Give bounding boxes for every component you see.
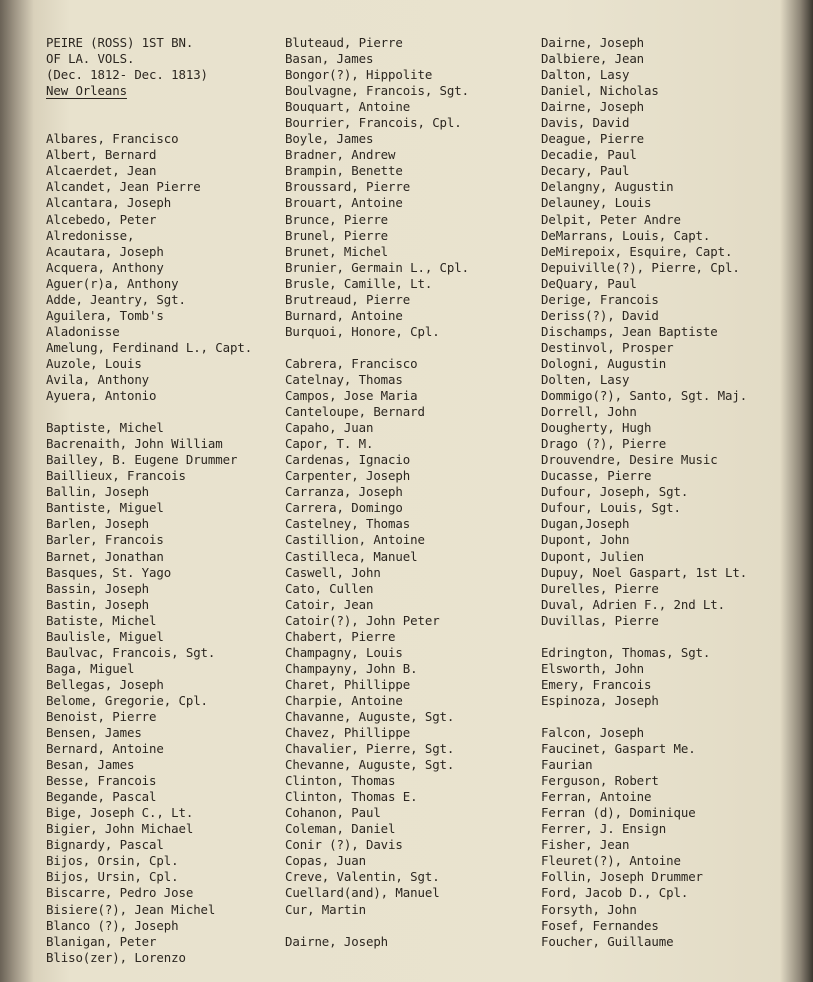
roster-entry: Decadie, Paul	[541, 147, 637, 163]
roster-entry: Campos, Jose Maria	[285, 388, 418, 404]
roster-entry: Emery, Francois	[541, 676, 652, 692]
roster-entry: Carrera, Domingo	[285, 500, 403, 516]
roster-entry: Cohanon, Paul	[285, 805, 381, 821]
roster-entry: Baga, Miguel	[46, 660, 135, 676]
roster-entry: Benoist, Pierre	[46, 708, 157, 724]
roster-entry: Dougherty, Hugh	[541, 420, 652, 436]
roster-entry: Bailley, B. Eugene Drummer	[46, 452, 238, 468]
roster-entry: Cuellard(and), Manuel	[285, 885, 440, 901]
roster-entry: Cabrera, Francisco	[285, 355, 418, 371]
blank-line	[46, 404, 252, 420]
roster-entry: Bacrenaith, John William	[46, 436, 223, 452]
roster-entry: Barlen, Joseph	[46, 516, 150, 532]
roster-entry: Bige, Joseph C., Lt.	[46, 805, 194, 821]
roster-entry: Delangny, Augustin	[541, 179, 674, 195]
roster-entry: Copas, Juan	[285, 853, 366, 869]
roster-entry: Dalton, Lasy	[541, 67, 630, 83]
roster-entry: Faurian	[541, 757, 593, 773]
roster-entry: Depuiville(?), Pierre, Cpl.	[541, 259, 740, 275]
roster-entry: Dommigo(?), Santo, Sgt. Maj.	[541, 388, 748, 404]
roster-entry: Dugan,Joseph	[541, 516, 630, 532]
roster-entry: Bijos, Ursin, Cpl.	[46, 869, 179, 885]
roster-entry: Dairne, Joseph	[541, 99, 645, 115]
roster-entry: Edrington, Thomas, Sgt.	[541, 644, 711, 660]
roster-entry: Dischamps, Jean Baptiste	[541, 323, 718, 339]
roster-entry: Brouart, Antoine	[285, 195, 403, 211]
header-line: (Dec. 1812- Dec. 1813)	[46, 67, 208, 83]
roster-entry: Durelles, Pierre	[541, 580, 659, 596]
roster-entry: Fleuret(?), Antoine	[541, 853, 681, 869]
roster-entry: DeMarrans, Louis, Capt.	[541, 227, 711, 243]
roster-entry: Batiste, Michel	[46, 612, 157, 628]
roster-entry: Carpenter, Joseph	[285, 468, 411, 484]
roster-entry: Derige, Francois	[541, 291, 659, 307]
roster-entry: Capor, T. M.	[285, 436, 374, 452]
roster-entry: Follin, Joseph Drummer	[541, 869, 703, 885]
roster-entry: Catoir(?), John Peter	[285, 612, 440, 628]
roster-entry: Capaho, Juan	[285, 420, 374, 436]
roster-entry: Chevanne, Auguste, Sgt.	[285, 757, 455, 773]
roster-entry: Boyle, James	[285, 131, 374, 147]
roster-entry: Aladonisse	[46, 323, 120, 339]
roster-entry: Barler, Francois	[46, 532, 164, 548]
roster-entry: Acquera, Anthony	[46, 259, 164, 275]
roster-entry: Catelnay, Thomas	[285, 371, 403, 387]
roster-entry: Baulisle, Miguel	[46, 628, 164, 644]
roster-entry: Ducasse, Pierre	[541, 468, 652, 484]
roster-entry: Ballin, Joseph	[46, 484, 150, 500]
header-line: OF LA. VOLS.	[46, 51, 135, 67]
roster-entry: Conir (?), Davis	[285, 837, 403, 853]
roster-entry: Ferguson, Robert	[541, 773, 659, 789]
roster-entry: Blanco (?), Joseph	[46, 917, 179, 933]
roster-entry: Besse, Francois	[46, 773, 157, 789]
roster-entry: Auzole, Louis	[46, 355, 142, 371]
roster-entry: Baptiste, Michel	[46, 420, 164, 436]
roster-entry: Brutreaud, Pierre	[285, 291, 411, 307]
name-column-2	[285, 35, 469, 950]
roster-entry: Fisher, Jean	[541, 837, 630, 853]
roster-entry: Baulvac, Francois, Sgt.	[46, 644, 216, 660]
blank-line	[541, 709, 747, 725]
roster-entry: Bluteaud, Pierre	[285, 35, 403, 50]
roster-entry: Alcaerdet, Jean	[46, 163, 157, 179]
roster-entry: Brunce, Pierre	[285, 211, 389, 227]
roster-entry: Faucinet, Gaspart Me.	[541, 741, 696, 757]
roster-entry: Destinvol, Prosper	[541, 339, 674, 355]
roster-entry: Duvillas, Pierre	[541, 612, 659, 628]
roster-entry: Aguer(r)a, Anthony	[46, 275, 179, 291]
roster-entry: Caswell, John	[285, 564, 381, 580]
roster-entry: Bouquart, Antoine	[285, 99, 411, 115]
roster-entry: Dufour, Joseph, Sgt.	[541, 484, 689, 500]
roster-entry: Dufour, Louis, Sgt.	[541, 500, 681, 516]
roster-entry: DeQuary, Paul	[541, 275, 637, 291]
roster-entry: Bensen, James	[46, 725, 142, 741]
roster-entry: Barnet, Jonathan	[46, 548, 164, 564]
roster-entry: Bellegas, Joseph	[46, 676, 164, 692]
roster-entry: Dairne, Joseph	[285, 933, 389, 949]
roster-entry: Basques, St. Yago	[46, 564, 172, 580]
roster-entry: Elsworth, John	[541, 660, 645, 676]
roster-entry: Brunier, Germain L., Cpl.	[285, 259, 469, 275]
roster-entry: Ferrer, J. Ensign	[541, 821, 667, 837]
roster-entry: Bijos, Orsin, Cpl.	[46, 853, 179, 869]
roster-entry: Castillion, Antoine	[285, 532, 425, 548]
roster-entry: Begande, Pascal	[46, 789, 157, 805]
roster-entry: Cur, Martin	[285, 901, 366, 917]
roster-entry: Bastin, Joseph	[46, 596, 150, 612]
roster-entry: Catoir, Jean	[285, 596, 374, 612]
header-line: PEIRE (ROSS) 1ST BN.	[46, 35, 194, 50]
roster-entry: Albares, Francisco	[46, 131, 179, 147]
roster-entry: Daniel, Nicholas	[541, 83, 659, 99]
roster-entry: Delauney, Louis	[541, 195, 652, 211]
roster-entry: Acautara, Joseph	[46, 243, 164, 259]
roster-entry: Dairne, Joseph	[541, 35, 645, 50]
roster-entry: Dalbiere, Jean	[541, 51, 645, 67]
roster-entry: Clinton, Thomas E.	[285, 789, 418, 805]
roster-entry: Charet, Phillippe	[285, 676, 411, 692]
roster-entry: Chabert, Pierre	[285, 628, 396, 644]
roster-entry: Alcantara, Joseph	[46, 195, 172, 211]
roster-entry: Davis, David	[541, 115, 630, 131]
roster-entry: Boulvagne, Francois, Sgt.	[285, 83, 469, 99]
roster-entry: Dorrell, John	[541, 404, 637, 420]
roster-entry: Dupuy, Noel Gaspart, 1st Lt.	[541, 564, 748, 580]
roster-entry: Alredonisse,	[46, 227, 135, 243]
roster-entry: Drago (?), Pierre	[541, 436, 667, 452]
roster-entry: Bourrier, Francois, Cpl.	[285, 115, 462, 131]
roster-entry: Drouvendre, Desire Music	[541, 452, 718, 468]
roster-entry: Chavalier, Pierre, Sgt.	[285, 741, 455, 757]
roster-entry: Bliso(zer), Lorenzo	[46, 949, 186, 965]
roster-entry: Deague, Pierre	[541, 131, 645, 147]
roster-entry: Biscarre, Pedro Jose	[46, 885, 194, 901]
roster-entry: Amelung, Ferdinand L., Capt.	[46, 339, 253, 355]
roster-entry: Ferran (d), Dominique	[541, 805, 696, 821]
roster-entry: Canteloupe, Bernard	[285, 404, 425, 420]
roster-entry: Blanigan, Peter	[46, 933, 157, 949]
roster-entry: Dologni, Augustin	[541, 355, 667, 371]
roster-entry: Bassin, Joseph	[46, 580, 150, 596]
roster-entry: Charpie, Antoine	[285, 692, 403, 708]
blank-line	[285, 340, 469, 356]
roster-entry: Ayuera, Antonio	[46, 388, 157, 404]
blank-line	[46, 115, 252, 131]
roster-entry: Foucher, Guillaume	[541, 933, 674, 949]
roster-entry: Champayny, John B.	[285, 660, 418, 676]
roster-entry: Bradner, Andrew	[285, 147, 396, 163]
roster-entry: Cato, Cullen	[285, 580, 374, 596]
roster-entry: Fosef, Fernandes	[541, 917, 659, 933]
roster-entry: Cardenas, Ignacio	[285, 452, 411, 468]
roster-entry: Brampin, Benette	[285, 163, 403, 179]
roster-entry: Castelney, Thomas	[285, 516, 411, 532]
roster-entry: Ford, Jacob D., Cpl.	[541, 885, 689, 901]
name-column-1	[46, 35, 252, 966]
roster-entry: Delpit, Peter Andre	[541, 211, 681, 227]
roster-entry: Aguilera, Tomb's	[46, 307, 164, 323]
roster-entry: Alcebedo, Peter	[46, 211, 157, 227]
roster-entry: Brunel, Pierre	[285, 227, 389, 243]
roster-entry: Carranza, Joseph	[285, 484, 403, 500]
roster-entry: Brusle, Camille, Lt.	[285, 275, 433, 291]
roster-entry: Bisiere(?), Jean Michel	[46, 901, 216, 917]
roster-entry: DeMirepoix, Esquire, Capt.	[541, 243, 733, 259]
roster-entry: Duval, Adrien F., 2nd Lt.	[541, 596, 725, 612]
roster-entry: Burquoi, Honore, Cpl.	[285, 323, 440, 339]
roster-entry: Dupont, Julien	[541, 548, 645, 564]
roster-entry: Clinton, Thomas	[285, 773, 396, 789]
header-location: New Orleans	[46, 83, 127, 99]
roster-entry: Decary, Paul	[541, 163, 630, 179]
roster-entry: Albert, Bernard	[46, 147, 157, 163]
roster-entry: Alcandet, Jean Pierre	[46, 179, 201, 195]
roster-entry: Chavez, Phillippe	[285, 725, 411, 741]
roster-entry: Dolten, Lasy	[541, 371, 630, 387]
roster-entry: Besan, James	[46, 757, 135, 773]
roster-entry: Bernard, Antoine	[46, 741, 164, 757]
roster-entry: Bigier, John Michael	[46, 821, 194, 837]
roster-entry: Burnard, Antoine	[285, 307, 403, 323]
roster-entry: Broussard, Pierre	[285, 179, 411, 195]
roster-entry: Basan, James	[285, 51, 374, 67]
roster-entry: Bongor(?), Hippolite	[285, 67, 433, 83]
blank-line	[46, 99, 252, 115]
roster-entry: Falcon, Joseph	[541, 725, 645, 741]
roster-entry: Coleman, Daniel	[285, 821, 396, 837]
roster-entry: Ferran, Antoine	[541, 789, 652, 805]
roster-entry: Dupont, John	[541, 532, 630, 548]
roster-entry: Baillieux, Francois	[46, 468, 186, 484]
roster-entry: Creve, Valentin, Sgt.	[285, 869, 440, 885]
name-column-3	[541, 35, 747, 950]
blank-line	[541, 629, 747, 645]
roster-entry: Bignardy, Pascal	[46, 837, 164, 853]
roster-entry: Adde, Jeantry, Sgt.	[46, 291, 186, 307]
roster-entry: Champagny, Louis	[285, 644, 403, 660]
roster-entry: Avila, Anthony	[46, 371, 150, 387]
roster-entry: Chavanne, Auguste, Sgt.	[285, 708, 455, 724]
roster-entry: Belome, Gregorie, Cpl.	[46, 692, 208, 708]
roster-entry: Bantiste, Miguel	[46, 500, 164, 516]
roster-entry: Deriss(?), David	[541, 307, 659, 323]
roster-entry: Castilleca, Manuel	[285, 548, 418, 564]
roster-entry: Espinoza, Joseph	[541, 692, 659, 708]
roster-entry: Brunet, Michel	[285, 243, 389, 259]
roster-entry: Forsyth, John	[541, 901, 637, 917]
blank-line	[285, 918, 469, 934]
